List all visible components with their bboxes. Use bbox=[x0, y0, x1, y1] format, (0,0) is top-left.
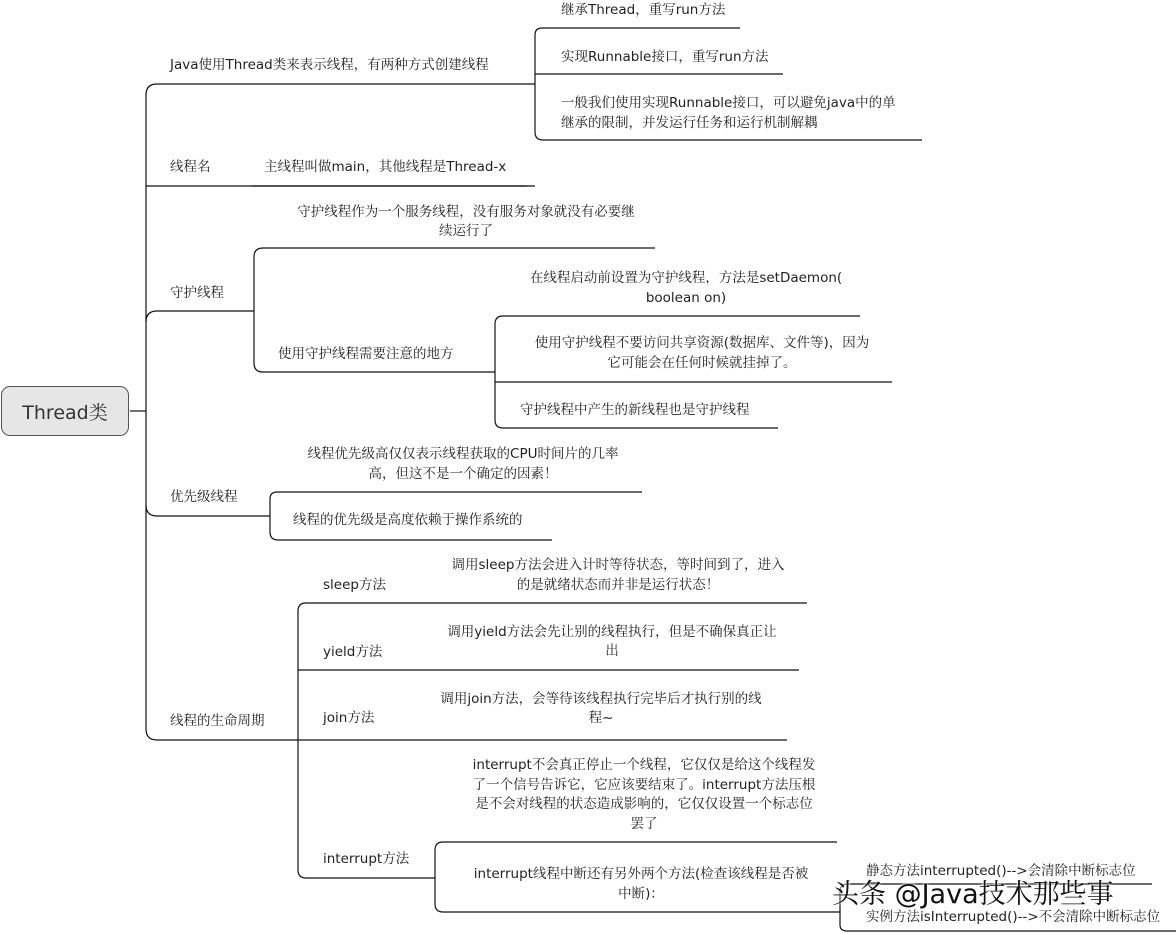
interrupt-instance-method[interactable]: 实例方法isInterrupted()-->不会清除中断标志位 bbox=[866, 909, 1161, 925]
name-detail[interactable]: 主线程叫做main，其他线程是Thread-x bbox=[264, 159, 507, 175]
yield-desc-line-1[interactable]: 调用yield方法会先让别的线程执行，但是不确保真正让 bbox=[447, 624, 777, 640]
daemon-notice-item-3[interactable]: 守护线程中产生的新线程也是守护线程 bbox=[520, 402, 750, 418]
yield-desc-line-2: 出 bbox=[605, 643, 619, 659]
root-node-thread[interactable]: Thread类 bbox=[1, 386, 129, 436]
join-desc-line-2: 程~ bbox=[588, 710, 614, 726]
daemon-notice-label[interactable]: 使用守护线程需要注意的地方 bbox=[278, 346, 454, 362]
interrupt-desc-line-3: 是不会对线程的状态造成影响的，它仅仅设置一个标志位 bbox=[475, 796, 813, 812]
daemon-notice-item-2-line-2: 它可能会在任何时候就挂掉了。 bbox=[607, 355, 797, 371]
interrupt-desc-line-2: 了一个信号告诉它，它应该要结束了。interrupt方法压根 bbox=[472, 777, 816, 793]
join-desc-line-1[interactable]: 调用join方法，会等待该线程执行完毕后才执行别的线 bbox=[440, 691, 762, 707]
daemon-notice-item-2-line-1[interactable]: 使用守护线程不要访问共享资源(数据库、文件等)，因为 bbox=[534, 335, 870, 351]
branch-create-label[interactable]: Java使用Thread类来表示线程，有两种方式创建线程 bbox=[170, 57, 489, 73]
interrupt-static-method[interactable]: 静态方法interrupted()-->会清除中断标志位 bbox=[866, 863, 1136, 879]
watermark bbox=[832, 872, 1114, 911]
sleep-desc-line-2: 的是就绪状态而并非是运行状态！ bbox=[516, 577, 720, 593]
branch-priority-label[interactable]: 优先级线程 bbox=[170, 489, 238, 505]
daemon-notice-item-1-line-2: boolean on) bbox=[645, 290, 727, 306]
lifecycle-join-label[interactable]: join方法 bbox=[323, 710, 375, 726]
priority-item-1-line-1[interactable]: 线程优先级高仅仅表示线程获取的CPU时间片的几率 bbox=[307, 446, 619, 462]
create-note-line-1[interactable]: 一般我们使用实现Runnable接口，可以避免java中的单 bbox=[561, 95, 896, 111]
interrupt-desc-line-4: 罢了 bbox=[630, 816, 658, 832]
lifecycle-yield-label[interactable]: yield方法 bbox=[323, 644, 383, 660]
daemon-notice-item-1-line-1[interactable]: 在线程启动前设置为守护线程，方法是setDaemon( bbox=[529, 270, 843, 286]
create-implements-runnable[interactable]: 实现Runnable接口，重写run方法 bbox=[561, 49, 769, 65]
watermark-name: Java技术那些事 bbox=[921, 879, 1114, 910]
daemon-desc-line-1[interactable]: 守护线程作为一个服务线程，没有服务对象就没有必要继 bbox=[297, 204, 635, 220]
sleep-desc-line-1[interactable]: 调用sleep方法会进入计时等待状态，等时间到了，进入 bbox=[451, 557, 785, 573]
interrupt-check-line-1[interactable]: interrupt线程中断还有另外两个方法(检查该线程是否被 bbox=[473, 866, 809, 882]
branch-daemon-label[interactable]: 守护线程 bbox=[170, 285, 224, 301]
daemon-desc-line-2: 续运行了 bbox=[439, 223, 493, 239]
watermark-prefix: 头条 @ bbox=[832, 879, 922, 910]
branch-name-label[interactable]: 线程名 bbox=[170, 159, 211, 175]
create-note-line-2: 继承的限制，并发运行任务和运行机制解耦 bbox=[561, 115, 818, 131]
lifecycle-sleep-label[interactable]: sleep方法 bbox=[323, 577, 386, 593]
branch-lifecycle-label[interactable]: 线程的生命周期 bbox=[170, 713, 265, 729]
lifecycle-interrupt-label[interactable]: interrupt方法 bbox=[323, 851, 410, 867]
interrupt-check-line-2: 中断)： bbox=[618, 886, 664, 902]
create-extends-thread[interactable]: 继承Thread，重写run方法 bbox=[561, 2, 726, 18]
interrupt-desc-line-1[interactable]: interrupt不会真正停止一个线程，它仅仅是给这个线程发 bbox=[472, 757, 816, 773]
priority-item-1-line-2: 高，但这不是一个确定的因素！ bbox=[368, 466, 558, 482]
priority-item-2[interactable]: 线程的优先级是高度依赖于操作系统的 bbox=[293, 512, 523, 528]
